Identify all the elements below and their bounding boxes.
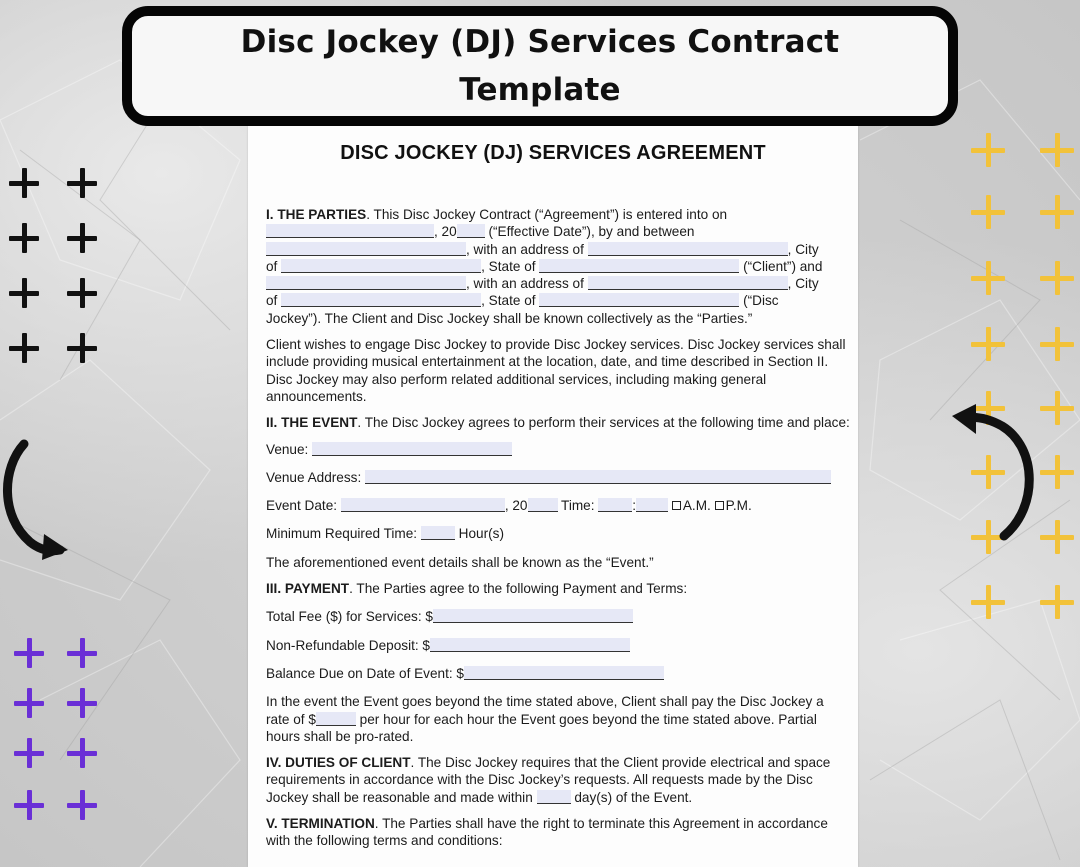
event-known-as: The aforementioned event details shall be known as the “Event.” <box>266 554 654 570</box>
plus-icon <box>1040 327 1074 361</box>
banner-title-line1: Disc Jockey (DJ) Services Contract <box>240 24 840 60</box>
plus-icon <box>67 223 97 253</box>
client-city-field[interactable] <box>281 259 481 273</box>
dj-city-field[interactable] <box>281 293 481 307</box>
year-field[interactable] <box>457 224 485 238</box>
section-event: II. THE EVENT. The Disc Jockey agrees to perform their services at the following time and place: <box>266 415 850 431</box>
total-fee-field[interactable] <box>433 609 633 623</box>
section-parties: I. THE PARTIES. This Disc Jockey Contract (“Agreement”) is entered into on , 20 (“Effective Date”), by and between , with an address of , City of , State of (“Client”) and , with an address of , City of , State of (“Disc Jockey”). The Client and Disc Jockey shall be known collectively as the “Parties.” <box>266 207 823 326</box>
plus-icon <box>9 168 39 198</box>
section-termination: V. TERMINATION. The Parties shall have the right to terminate this Agreement in accordance with the following terms and conditions: <box>266 816 828 849</box>
minimum-time-row: Minimum Required Time: Hour(s) <box>266 526 504 542</box>
plus-icon <box>9 333 39 363</box>
plus-icon <box>971 327 1005 361</box>
balance-field[interactable] <box>464 666 664 680</box>
minute-field[interactable] <box>636 498 668 512</box>
event-date-row: Event Date: , 20 Time: : A.M. P.M. <box>266 498 752 514</box>
section-payment: III. PAYMENT. The Parties agree to the following Payment and Terms: <box>266 581 688 597</box>
section-heading: I. THE PARTIES <box>266 207 367 222</box>
plus-icon <box>14 688 44 718</box>
deposit-row: Non-Refundable Deposit: $ <box>266 637 850 654</box>
plus-icon <box>67 168 97 198</box>
balance-row: Balance Due on Date of Event: $ <box>266 665 850 682</box>
section-heading: IV. DUTIES OF CLIENT <box>266 755 411 771</box>
plus-icon <box>971 133 1005 167</box>
plus-icon <box>67 738 97 768</box>
title-banner <box>122 6 958 126</box>
event-year-field[interactable] <box>528 498 558 512</box>
plus-icon <box>14 738 44 768</box>
overtime-paragraph: In the event the Event goes beyond the time stated above, Client shall pay the Disc Jockey a rate of $ per hour for each hour the Event goes beyond the time stated above. Partial hours shall be pro-rated. <box>266 694 824 744</box>
plus-icon <box>971 195 1005 229</box>
plus-icon <box>67 333 97 363</box>
dj-state-field[interactable] <box>539 293 739 307</box>
plus-icon <box>9 223 39 253</box>
dj-name-field[interactable] <box>266 276 466 290</box>
plus-icon <box>9 278 39 308</box>
minimum-hours-field[interactable] <box>421 526 455 540</box>
plus-icon <box>1040 133 1074 167</box>
curved-arrow-down-icon <box>0 438 80 568</box>
banner-title-line2: Template <box>459 72 621 108</box>
venue-address-field[interactable] <box>365 470 831 484</box>
document-body <box>266 206 850 859</box>
client-name-field[interactable] <box>266 242 466 256</box>
section-heading: II. THE EVENT <box>266 415 358 431</box>
request-days-field[interactable] <box>537 790 571 804</box>
venue-address-row: Venue Address: <box>266 469 850 486</box>
plus-icon <box>971 261 1005 295</box>
client-state-field[interactable] <box>539 259 739 273</box>
plus-icon <box>67 638 97 668</box>
total-fee-row: Total Fee ($) for Services: $ <box>266 608 850 625</box>
date-field[interactable] <box>266 224 434 238</box>
deposit-field[interactable] <box>430 638 630 652</box>
plus-icon <box>1040 585 1074 619</box>
document-title: DISC JOCKEY (DJ) SERVICES AGREEMENT <box>340 142 766 164</box>
plus-icon <box>14 638 44 668</box>
event-date-field[interactable] <box>341 498 505 512</box>
plus-icon <box>14 790 44 820</box>
venue-field[interactable] <box>312 442 512 456</box>
plus-icon <box>67 688 97 718</box>
am-checkbox[interactable] <box>672 501 681 510</box>
dj-address-field[interactable] <box>588 276 788 290</box>
contract-document <box>248 126 858 867</box>
plus-icon <box>1040 195 1074 229</box>
section-heading: V. TERMINATION <box>266 816 375 832</box>
section-heading: III. PAYMENT <box>266 581 350 597</box>
client-address-field[interactable] <box>588 242 788 256</box>
plus-icon <box>971 585 1005 619</box>
venue-row: Venue: <box>266 441 850 458</box>
overtime-rate-field[interactable] <box>316 712 356 726</box>
plus-icon <box>67 278 97 308</box>
section-duties: IV. DUTIES OF CLIENT. The Disc Jockey requires that the Client provide electrical and space requirements in accordance with the Disc Jockey’s requests. All requests made by the Disc Jockey shall be reasonable and made within day(s) of the Event. <box>266 755 831 805</box>
plus-icon <box>1040 261 1074 295</box>
pm-checkbox[interactable] <box>715 501 724 510</box>
intro-paragraph: Client wishes to engage Disc Jockey to provide Disc Jockey services. Disc Jockey services shall include providing musical entertainment at the location, date, and time described in Section II. Disc Jockey may also perform related additional services, including making general announcements. <box>266 337 846 404</box>
plus-icon <box>67 790 97 820</box>
curved-arrow-left-icon <box>946 398 1046 548</box>
hour-field[interactable] <box>598 498 632 512</box>
